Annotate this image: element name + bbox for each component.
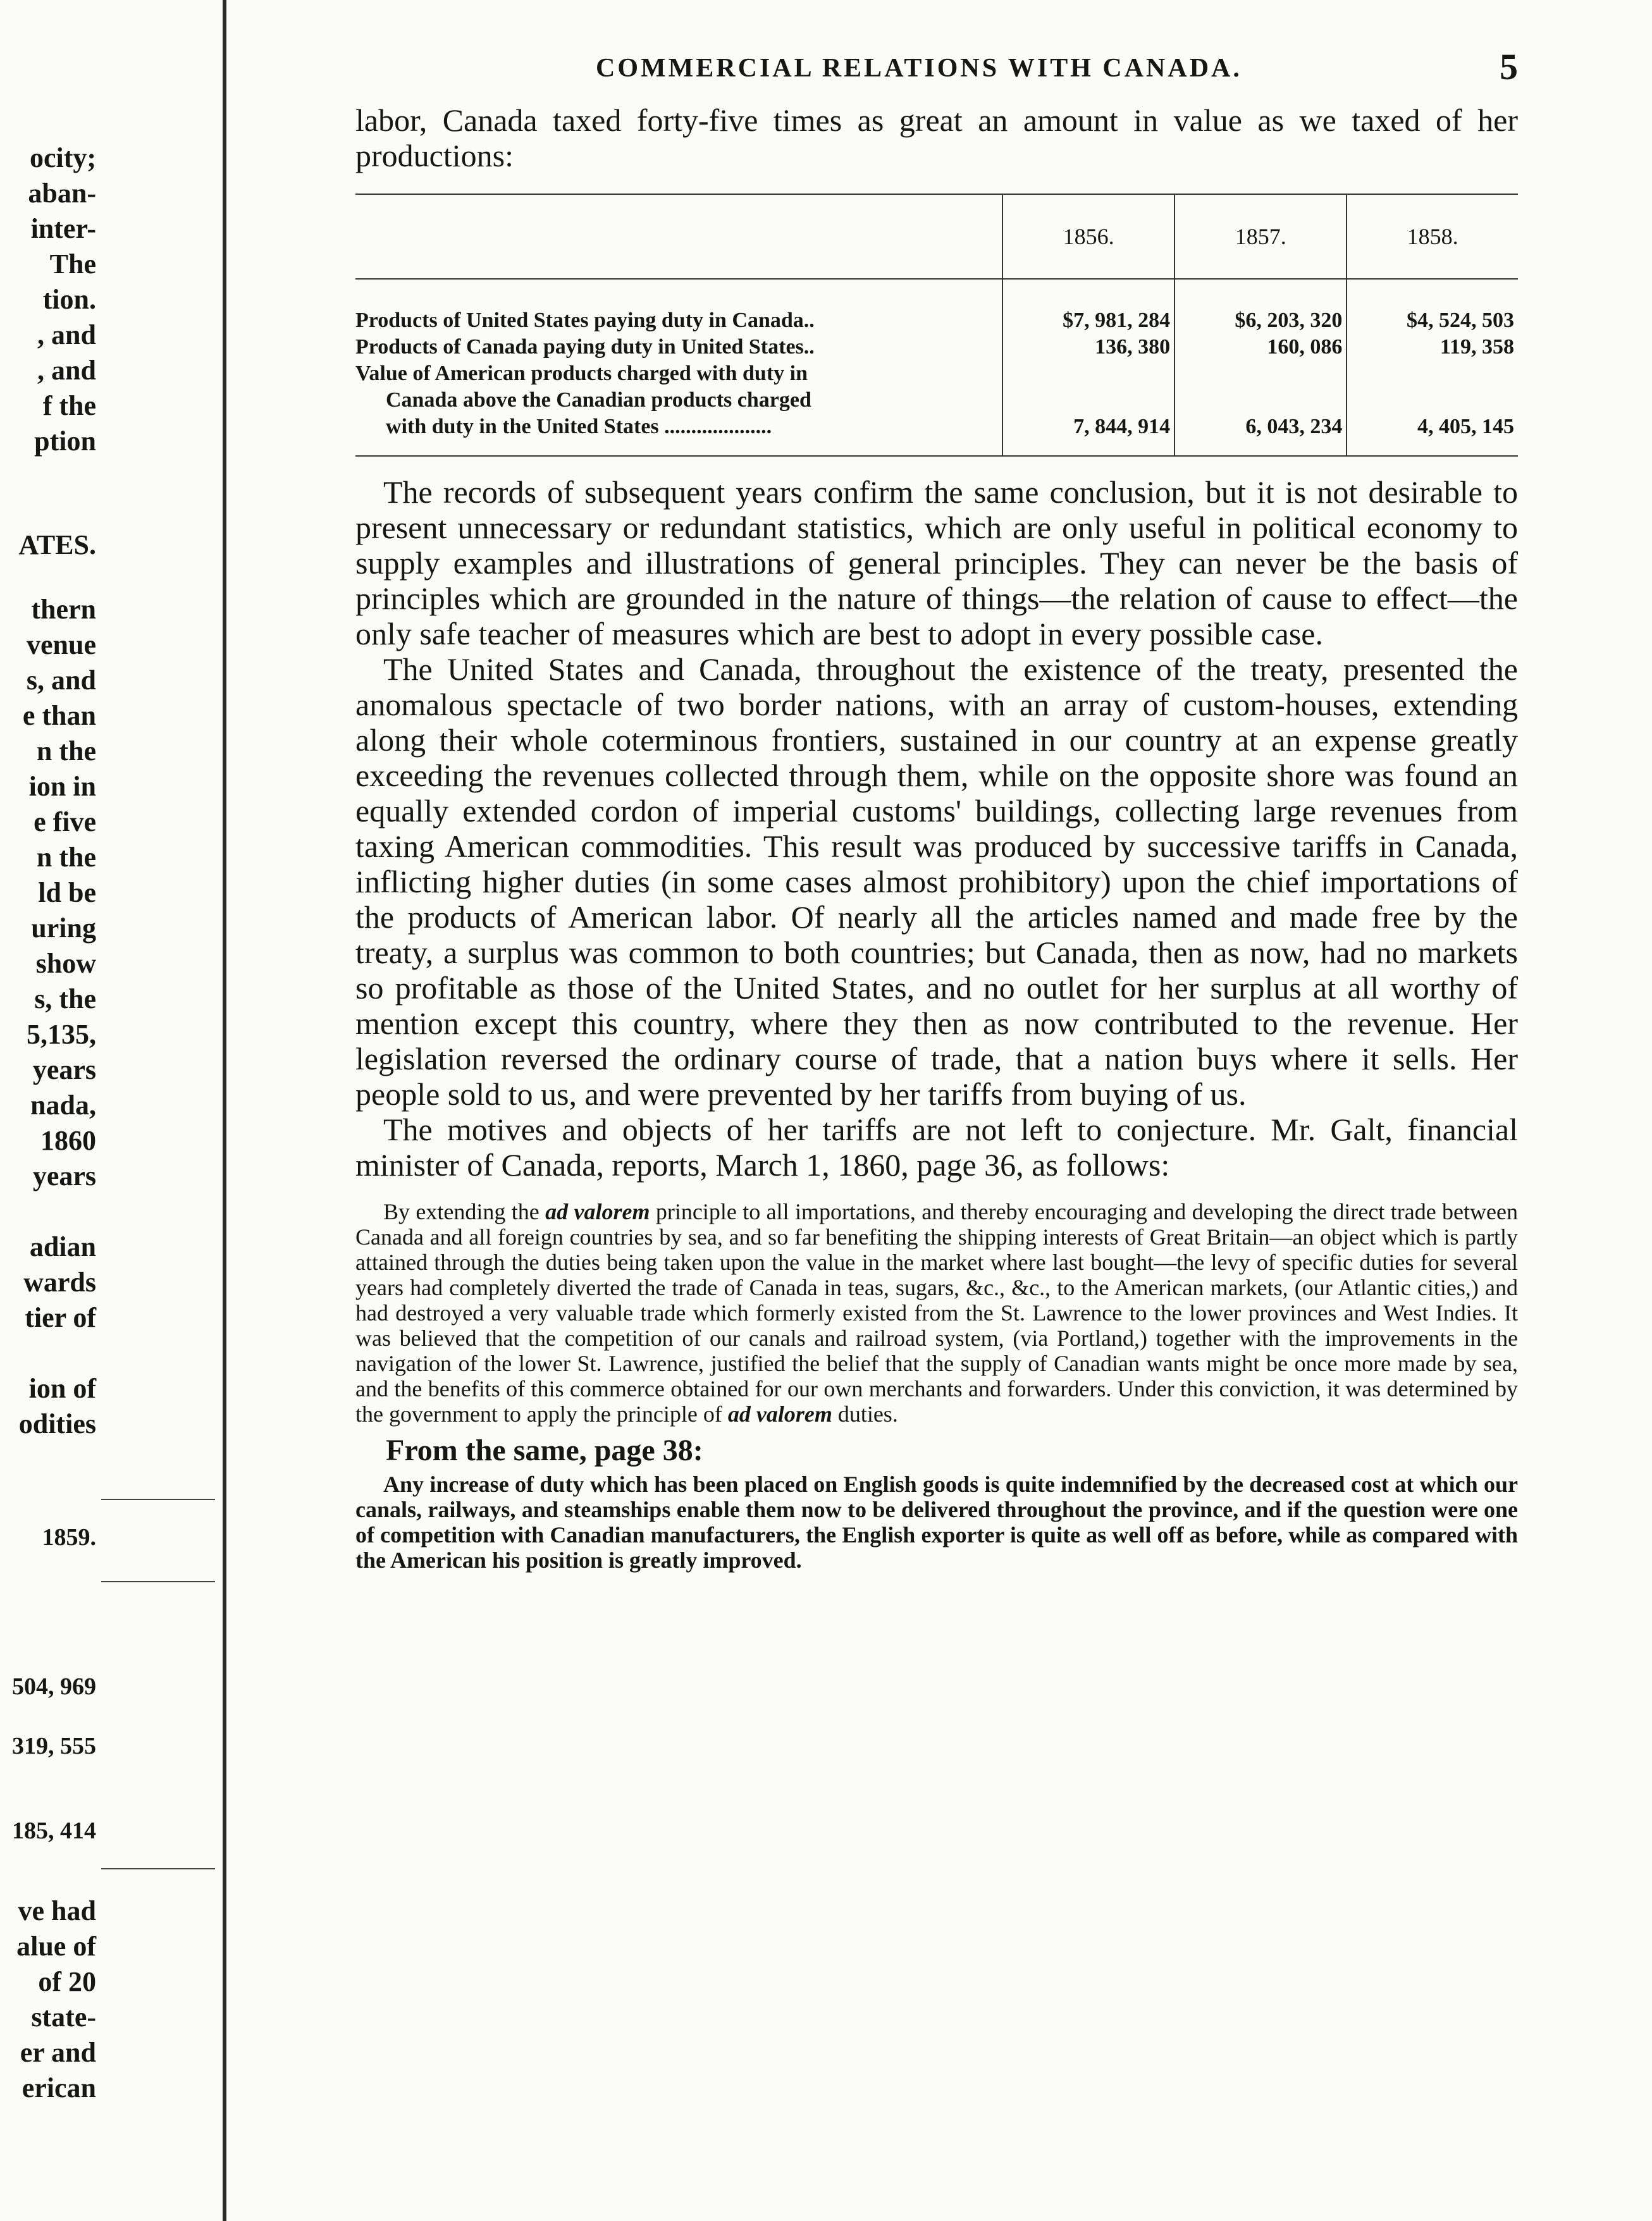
cell-value: 136, 380 (1002, 334, 1174, 360)
cell-value (1347, 387, 1518, 414)
table-header-1856: 1856. (1002, 194, 1174, 279)
margin-fragment: ATES. (18, 529, 96, 560)
paragraph-treaty: The United States and Canada, throughout the existence of the treaty, presented the anomalous spectacle of two border nations, with an array of custom-houses, extending along their whole coterminous frontiers, sustained in our country at an expense greatly exceeding the revenues collected through them, while on the opposite shore was found an equally extended cordon of imperial customs' buildings, collecting large revenues from taxing American commodities. This result was produced by successive tariffs in Canada, inflicting higher duties (in some cases almost prohibitory) upon the chief importations of the products of American labor. Of nearly all the articles named and made free by the treaty, a surplus was common to both countries; but Canada, then as now, had no markets so profitable as those of the United States, and no outlet for her surplus at all worthy of mention except this country, where they then as now contributed to the revenue. Her legislation reversed the ordinary course of trade, that a nation buys where it sells. Her people sold to us, and were prevented by her tariffs from buying of us. (355, 651, 1518, 1112)
row-label: Value of American products charged with duty in (355, 362, 808, 385)
table-row (355, 334, 1518, 360)
running-title: COMMERCIAL RELATIONS WITH CANADA. (596, 54, 1242, 83)
margin-fragment: aban- (28, 178, 96, 209)
cell-value: $7, 981, 284 (1002, 279, 1174, 334)
table-header-1857: 1857. (1174, 194, 1347, 279)
margin-fragment: ld be (38, 877, 96, 908)
quote-italic-term: ad valorem (727, 1401, 832, 1427)
margin-table-rule (101, 1868, 215, 1869)
cell-value: 160, 086 (1174, 334, 1347, 360)
paragraph-motives: The motives and objects of her tariffs are not left to conjecture. Mr. Galt, financial minister of Canada, reports, March 1, 1860, page 36, as follows: (355, 1112, 1518, 1183)
cell-value (1174, 360, 1347, 387)
table-row (355, 279, 1518, 334)
margin-table-rule (101, 1499, 215, 1500)
page38-quotation: Any increase of duty which has been placed on English goods is quite indemnified by the decreased cost at which our canals, railways, and steamships enable them now to be delivered throughout the province, and if the question were one of competition with Canadian manufacturers, the English exporter is quite as well off as before, while as compared with the American his position is greatly improved. (355, 1472, 1518, 1573)
table-header-1858: 1858. (1347, 194, 1518, 279)
cell-value (1347, 360, 1518, 387)
margin-fragment: years (32, 1160, 96, 1191)
margin-fragment: odities (18, 1408, 96, 1439)
margin-fragment: 185, 414 (12, 1818, 96, 1844)
margin-fragment: The (49, 249, 96, 280)
quote-text: principle to all importations, and thereby encouraging and developing the direct trade between Canada and all foreign countries by sea, and so far benefiting the shipping interests of Great Britain—an object which is partly attained through the duties being taken upon the value in the market where last bought—the levy of specific duties for several years had completely diverted the trade of Canada in teas, sugars, &c., &c., to the American markets, (our Atlantic cities,) and had destroyed a very valuable trade which formerly existed from the St. Lawrence to the lower provinces and West Indies. It was believed that the competition of our canals and railroad system, (via Portland,) together with the improvements in the navigation of the lower St. Lawrence, justified the belief that the supply of Canadian wants might be once more made by sea, and the benefits of this commerce obtained for our own merchants and forwarders. Under this conviction, it was determined by the government to apply the principle of (355, 1199, 1518, 1427)
margin-fragment: venue (27, 629, 96, 660)
running-head (355, 46, 1518, 102)
table-header-row (355, 194, 1518, 279)
margin-fragment: e five (34, 806, 96, 837)
margin-fragment: 1860 (40, 1125, 96, 1156)
document-page (355, 46, 1518, 1573)
cell-value: 119, 358 (1347, 334, 1518, 360)
margin-fragment: state- (31, 2002, 96, 2033)
margin-fragment: , and (37, 319, 96, 350)
margin-fragment: ve had (18, 1895, 96, 1926)
row-label: with duty in the United States .................... (355, 414, 1002, 456)
margin-fragment: inter- (30, 213, 96, 244)
margin-fragment: s, the (34, 983, 96, 1014)
page-number: 5 (1500, 46, 1518, 87)
margin-fragment: show (35, 948, 96, 979)
margin-fragment: er and (20, 2037, 96, 2068)
margin-fragment: years (32, 1054, 96, 1085)
margin-fragment: tion. (42, 284, 96, 315)
cell-value: $6, 203, 320 (1174, 279, 1347, 334)
duty-comparison-table (355, 194, 1518, 457)
margin-fragment: ocity; (29, 142, 96, 173)
margin-fragment: , and (37, 355, 96, 386)
table-row (355, 387, 1518, 414)
gutter-divider (223, 0, 226, 2221)
facing-page-margin (0, 0, 219, 2221)
margin-fragment: n the (36, 842, 96, 873)
margin-fragment: tier of (25, 1302, 96, 1333)
margin-fragment: of 20 (38, 1966, 96, 1997)
table-row (355, 414, 1518, 456)
margin-fragment: 5,135, (27, 1019, 96, 1050)
margin-fragment: thern (31, 594, 96, 625)
margin-fragment: uring (31, 913, 96, 944)
quote-text: By extending the (383, 1199, 546, 1224)
margin-fragment: erican (22, 2072, 96, 2103)
cell-value: $4, 524, 503 (1347, 279, 1518, 334)
margin-fragment: ion in (28, 771, 96, 802)
margin-fragment: ion of (28, 1373, 96, 1404)
cell-value: 6, 043, 234 (1174, 414, 1347, 456)
margin-fragment: 504, 969 (12, 1673, 96, 1700)
margin-fragment: wards (23, 1267, 96, 1298)
quote-text: duties. (832, 1401, 898, 1427)
quote-italic-term: ad valorem (545, 1199, 650, 1224)
margin-table-rule (101, 1581, 215, 1582)
margin-fragment: ption (34, 426, 96, 457)
row-label: Products of United States paying duty in Canada.. (355, 309, 815, 332)
row-label: Products of Canada paying duty in United States.. (355, 335, 815, 359)
section-subhead: From the same, page 38: (386, 1434, 703, 1467)
margin-fragment: 1859. (42, 1524, 96, 1551)
margin-fragment: adian (29, 1231, 96, 1262)
cell-value (1002, 360, 1174, 387)
margin-fragment: nada, (30, 1090, 96, 1121)
margin-fragment: n the (36, 735, 96, 766)
intro-paragraph: labor, Canada taxed forty-five times as great an amount in value as we taxed of her productions: (355, 102, 1518, 173)
paragraph-records: The records of subsequent years confirm the same conclusion, but it is not desirable to present unnecessary or redundant statistics, which are only useful in political economy to supply examples and illustrations of general principles. They can never be the basis of principles which are grounded in the nature of things—the relation of cause to effect—the only safe teacher of measures which are best to adopt in every possible case. (355, 474, 1518, 651)
cell-value (1174, 387, 1347, 414)
margin-fragment: alue of (16, 1931, 96, 1962)
margin-fragment: s, and (26, 665, 96, 696)
cell-value: 4, 405, 145 (1347, 414, 1518, 456)
margin-fragment: e than (22, 700, 96, 731)
table-header-blank (355, 194, 1002, 279)
margin-fragment: f the (42, 390, 96, 421)
galt-quotation (355, 1199, 1518, 1427)
table-row (355, 360, 1518, 387)
cell-value: 7, 844, 914 (1002, 414, 1174, 456)
row-label: Canada above the Canadian products charged (386, 388, 811, 412)
margin-fragment: 319, 555 (12, 1733, 96, 1759)
cell-value (1002, 387, 1174, 414)
